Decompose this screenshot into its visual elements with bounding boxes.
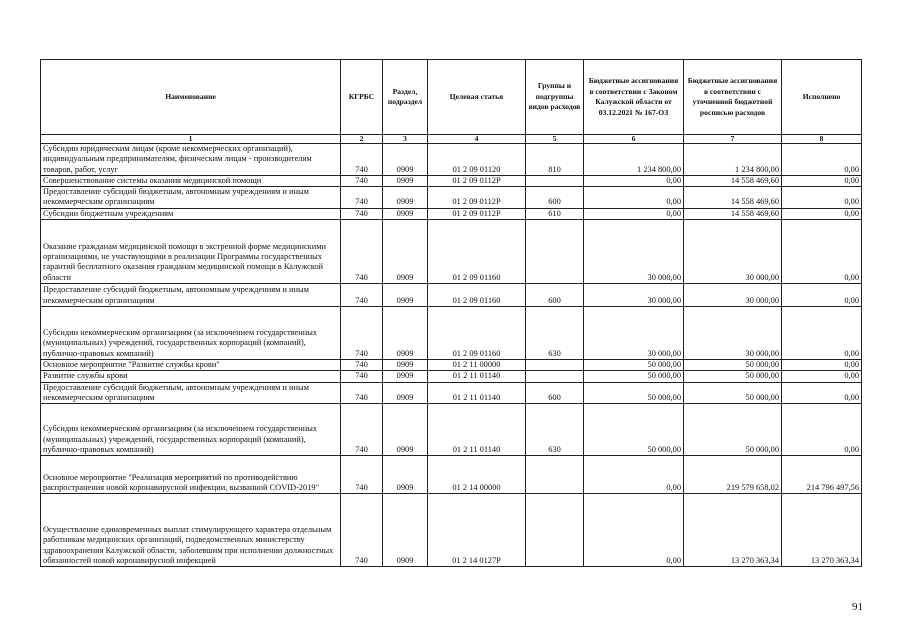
row-executed: 13 270 363,34 (782, 494, 862, 567)
row-section: 0909 (383, 494, 428, 567)
row-executed: 0,00 (782, 208, 862, 219)
row-budget-refined: 30 000,00 (684, 220, 782, 284)
header-kgrbs: КГРБС (341, 60, 383, 135)
row-budget-law: 50 000,00 (584, 382, 684, 404)
row-executed: 0,00 (782, 382, 862, 404)
table-row (41, 360, 862, 371)
row-budget-law: 50 000,00 (584, 360, 684, 371)
row-group (526, 175, 584, 186)
row-article: 01 2 09 0112Р (428, 208, 526, 219)
row-group: 630 (526, 404, 584, 456)
row-kgrbs: 740 (341, 187, 383, 209)
row-article: 01 2 11 01140 (428, 404, 526, 456)
row-group (526, 360, 584, 371)
column-number: 3 (383, 135, 428, 144)
row-budget-law: 1 234 800,00 (584, 144, 684, 176)
row-budget-refined: 219 579 658,02 (684, 456, 782, 494)
row-budget-law: 30 000,00 (584, 307, 684, 360)
row-kgrbs: 740 (341, 404, 383, 456)
row-kgrbs: 740 (341, 208, 383, 219)
row-name: Субсидии некоммерческим организациям (за исключением государственных (муниципальных) учреждений, государственных корпораций (компаний), публично-правовых компаний) (41, 307, 341, 360)
row-section: 0909 (383, 220, 428, 284)
row-budget-refined: 14 558 469,60 (684, 208, 782, 219)
row-kgrbs: 740 (341, 382, 383, 404)
header-name: Наименование (41, 60, 341, 135)
row-group: 610 (526, 208, 584, 219)
row-kgrbs: 740 (341, 175, 383, 186)
row-executed: 0,00 (782, 144, 862, 176)
row-budget-refined: 50 000,00 (684, 360, 782, 371)
row-name: Субсидии бюджетным учреждениям (41, 208, 341, 219)
row-article: 01 2 11 01140 (428, 371, 526, 382)
row-executed: 214 796 497,56 (782, 456, 862, 494)
row-article: 01 2 11 00000 (428, 360, 526, 371)
row-executed: 0,00 (782, 360, 862, 371)
column-number: 1 (41, 135, 341, 144)
row-article: 01 2 09 01160 (428, 307, 526, 360)
row-budget-refined: 30 000,00 (684, 284, 782, 307)
row-kgrbs: 740 (341, 144, 383, 176)
row-group (526, 494, 584, 567)
row-section: 0909 (383, 307, 428, 360)
column-number: 7 (684, 135, 782, 144)
header-executed: Исполнено (782, 60, 862, 135)
row-section: 0909 (383, 284, 428, 307)
row-name: Развитие службы крови (41, 371, 341, 382)
row-section: 0909 (383, 371, 428, 382)
row-kgrbs: 740 (341, 456, 383, 494)
row-group: 600 (526, 284, 584, 307)
row-budget-law: 0,00 (584, 187, 684, 209)
row-name: Субсидии юридическим лицам (кроме некоммерческих организаций), индивидуальным предпринимателям, физическим лицам - производителям товаров, работ, услуг (41, 144, 341, 176)
row-executed: 0,00 (782, 307, 862, 360)
row-budget-refined: 14 558 469,60 (684, 187, 782, 209)
row-budget-law: 0,00 (584, 494, 684, 567)
row-name: Основное мероприятие "Развитие службы крови" (41, 360, 341, 371)
row-budget-refined: 50 000,00 (684, 382, 782, 404)
row-section: 0909 (383, 144, 428, 176)
row-budget-law: 30 000,00 (584, 284, 684, 307)
row-article: 01 2 09 01120 (428, 144, 526, 176)
budget-table (40, 59, 862, 567)
row-name: Субсидии некоммерческим организациям (за исключением государственных (муниципальных) учреждений, государственных корпораций (компаний), публично-правовых компаний) (41, 404, 341, 456)
row-budget-law: 50 000,00 (584, 371, 684, 382)
row-name: Основное мероприятие "Реализация мероприятий по противодействию распространения новой коронавирусной инфекции, вызванной COVID-2019" (41, 456, 341, 494)
row-budget-law: 50 000,00 (584, 404, 684, 456)
row-budget-refined: 13 270 363,34 (684, 494, 782, 567)
row-article: 01 2 11 01140 (428, 382, 526, 404)
row-group (526, 371, 584, 382)
row-name: Совершенствование системы оказания медицинской помощи (41, 175, 341, 186)
row-budget-refined: 30 000,00 (684, 307, 782, 360)
row-budget-law: 30 000,00 (584, 220, 684, 284)
table-row (41, 404, 862, 456)
row-section: 0909 (383, 175, 428, 186)
row-name: Предоставление субсидий бюджетным, автономным учреждениям и иным некоммерческим организациям (41, 382, 341, 404)
column-number-row (41, 135, 862, 144)
row-executed: 0,00 (782, 220, 862, 284)
row-group: 600 (526, 187, 584, 209)
row-kgrbs: 740 (341, 220, 383, 284)
row-budget-refined: 1 234 800,00 (684, 144, 782, 176)
column-number: 4 (428, 135, 526, 144)
header-budget-law: Бюджетные ассигнования в соответствии с Законом Калужской области от 03.12.2021 № 167-ОЗ (584, 60, 684, 135)
row-section: 0909 (383, 456, 428, 494)
row-budget-refined: 50 000,00 (684, 371, 782, 382)
table-row (41, 456, 862, 494)
header-row (41, 60, 862, 135)
table-row (41, 371, 862, 382)
row-section: 0909 (383, 382, 428, 404)
row-budget-refined: 14 558 469,60 (684, 175, 782, 186)
row-kgrbs: 740 (341, 284, 383, 307)
row-name: Осуществление единовременных выплат стимулирующего характера отдельным работникам медицинских организаций, подведомственных министерству здравоохранения Калужской области, заболевшим при исполнении должностных обязанностей новой коронавирусной инфекцией (41, 494, 341, 567)
row-budget-refined: 50 000,00 (684, 404, 782, 456)
table-row (41, 220, 862, 284)
column-number: 2 (341, 135, 383, 144)
row-executed: 0,00 (782, 371, 862, 382)
table-row (41, 307, 862, 360)
row-article: 01 2 09 0112Р (428, 175, 526, 186)
table-row (41, 208, 862, 219)
row-executed: 0,00 (782, 187, 862, 209)
header-groups: Группы и подгруппы видов расходов (526, 60, 584, 135)
row-kgrbs: 740 (341, 371, 383, 382)
table-row (41, 284, 862, 307)
header-article: Целевая статья (428, 60, 526, 135)
row-executed: 0,00 (782, 175, 862, 186)
row-budget-law: 0,00 (584, 456, 684, 494)
row-section: 0909 (383, 187, 428, 209)
header-budget-refined: Бюджетные ассигнования в соответствии с уточненной бюджетной росписью расходов (684, 60, 782, 135)
row-kgrbs: 740 (341, 494, 383, 567)
row-article: 01 2 09 01160 (428, 220, 526, 284)
row-article: 01 2 09 0112Р (428, 187, 526, 209)
row-section: 0909 (383, 360, 428, 371)
table-row (41, 382, 862, 404)
table-row (41, 144, 862, 176)
row-section: 0909 (383, 404, 428, 456)
row-kgrbs: 740 (341, 360, 383, 371)
column-number: 8 (782, 135, 862, 144)
row-executed: 0,00 (782, 284, 862, 307)
page-number: 91 (852, 601, 863, 613)
row-group (526, 220, 584, 284)
row-name: Оказание гражданам медицинской помощи в экстренной форме медицинскими организациями, не участвующими в реализации Программы государственных гарантий бесплатного оказания гражданам медицинской помощи в Калужской области (41, 220, 341, 284)
row-kgrbs: 740 (341, 307, 383, 360)
column-number: 6 (584, 135, 684, 144)
row-name: Предоставление субсидий бюджетным, автономным учреждениям и иным некоммерческим организациям (41, 187, 341, 209)
row-executed: 0,00 (782, 404, 862, 456)
table-row (41, 494, 862, 567)
row-article: 01 2 14 0127Р (428, 494, 526, 567)
row-budget-law: 0,00 (584, 175, 684, 186)
table-row (41, 187, 862, 209)
column-number: 5 (526, 135, 584, 144)
row-budget-law: 0,00 (584, 208, 684, 219)
row-name: Предоставление субсидий бюджетным, автономным учреждениям и иным некоммерческим организациям (41, 284, 341, 307)
table-row (41, 175, 862, 186)
header-section: Раздел, подраздел (383, 60, 428, 135)
row-group: 600 (526, 382, 584, 404)
row-section: 0909 (383, 208, 428, 219)
row-group (526, 456, 584, 494)
row-group: 630 (526, 307, 584, 360)
row-article: 01 2 14 00000 (428, 456, 526, 494)
row-group: 810 (526, 144, 584, 176)
row-article: 01 2 09 01160 (428, 284, 526, 307)
